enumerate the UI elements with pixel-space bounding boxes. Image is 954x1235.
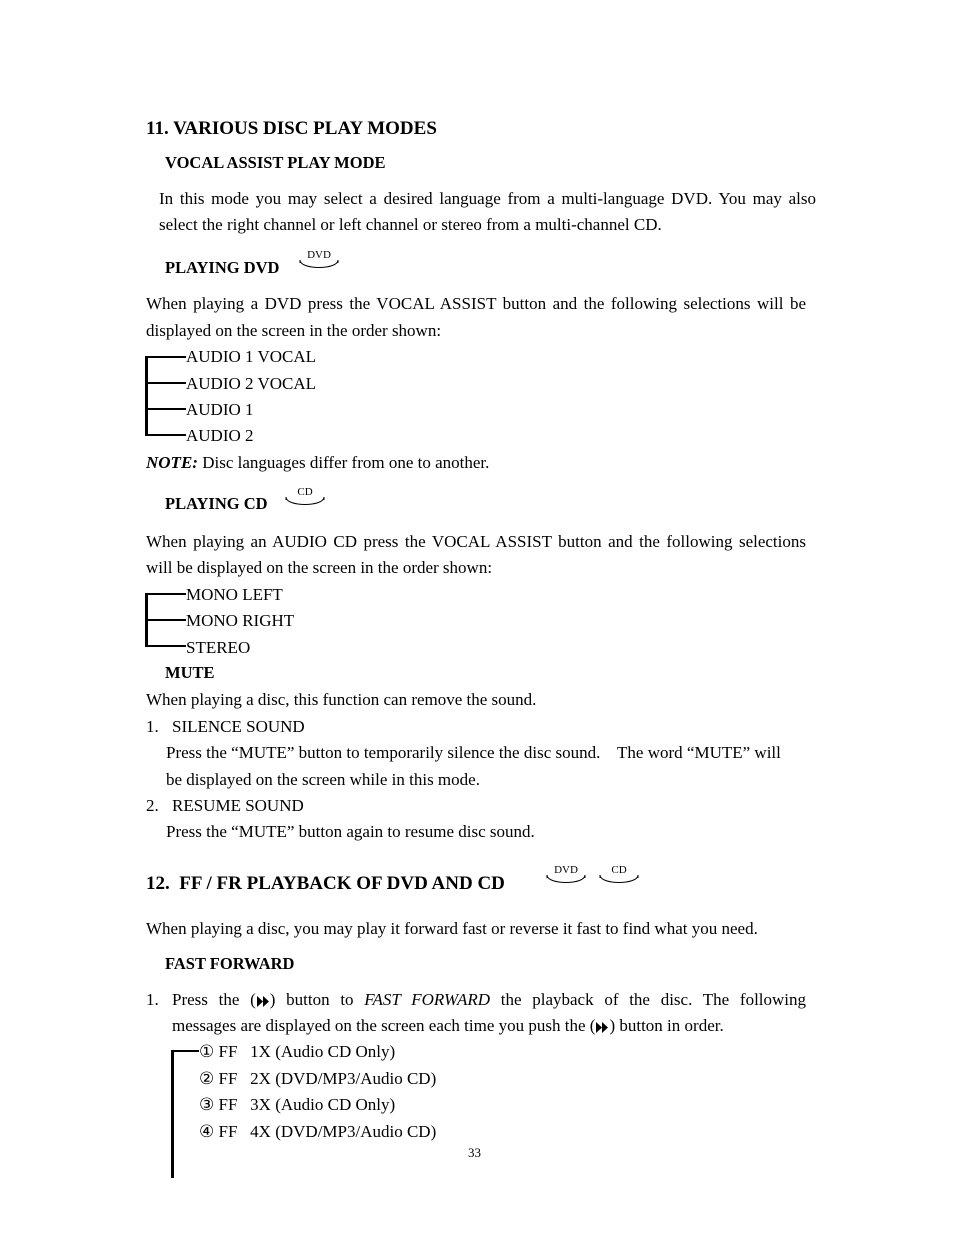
bracket-tick	[145, 645, 186, 647]
ff-step-number: 1.	[146, 990, 159, 1009]
bracket-tick	[145, 434, 186, 436]
cd-badge-label: CD	[297, 486, 313, 498]
dvd-note	[146, 454, 489, 471]
ff-option	[199, 1123, 436, 1140]
circled-number: ④	[199, 1122, 215, 1141]
ff-speed-text: 4X (DVD/MP3/Audio CD)	[250, 1122, 437, 1141]
ff-label: FF	[218, 1042, 238, 1061]
page-number: 33	[468, 1145, 481, 1160]
cd-option: MONO LEFT	[186, 585, 283, 604]
mute-intro: When playing a disc, this function can remove the sound.	[146, 690, 537, 709]
ff-speed-text: 3X (Audio CD Only)	[250, 1095, 396, 1114]
playing-cd-line1: When playing an AUDIO CD press the VOCAL ASSIST button and the following selections	[146, 532, 806, 551]
dvd-badge-label: DVD	[307, 249, 331, 261]
playing-dvd-line2: displayed on the screen in the order shown:	[146, 321, 442, 340]
vocal-intro-line1: In this mode you may select a desired language from a multi-language DVD. You may also	[159, 189, 816, 208]
dvd-option: AUDIO 1 VOCAL	[186, 347, 317, 366]
ff-step-line1	[172, 991, 806, 1010]
ff-text: ) button in order.	[609, 1016, 724, 1035]
mute-step2-line1: Press the “MUTE” button again to resume disc sound.	[166, 822, 535, 841]
cd-badge-label: CD	[611, 864, 627, 876]
bracket-tick	[145, 593, 186, 595]
fast-forward-icon	[595, 1019, 609, 1036]
section-12-intro: When playing a disc, you may play it forward fast or reverse it fast to find what you need.	[146, 919, 758, 938]
dvd-badge-icon	[298, 249, 340, 274]
ff-step-line2	[172, 1017, 724, 1036]
mute-step1-number: 1.	[146, 717, 159, 736]
vocal-intro-line2: select the right channel or left channel or stereo from a multi-channel CD.	[159, 215, 662, 234]
dvd-option: AUDIO 2 VOCAL	[186, 374, 317, 393]
ff-text: ) button to	[269, 990, 365, 1009]
ff-label: FF	[218, 1122, 238, 1141]
bracket-tick	[145, 356, 186, 358]
ff-label: FF	[218, 1095, 238, 1114]
mute-step2-number: 2.	[146, 796, 159, 815]
dvd-options-bracket	[145, 356, 148, 436]
section-11-title: 11. VARIOUS DISC PLAY MODES	[146, 118, 437, 139]
ff-speed-text: 1X (Audio CD Only)	[250, 1042, 396, 1061]
circled-number: ②	[199, 1069, 215, 1088]
ff-options-bracket	[171, 1050, 174, 1178]
cd-badge-icon	[598, 864, 640, 889]
bracket-tick	[145, 619, 186, 621]
mute-step2-title: RESUME SOUND	[172, 796, 304, 815]
dvd-option: AUDIO 1	[186, 400, 254, 419]
circled-number: ③	[199, 1095, 215, 1114]
fast-forward-icon	[256, 993, 270, 1010]
playing-dvd-heading: PLAYING DVD	[165, 258, 280, 277]
fast-forward-heading: FAST FORWARD	[165, 954, 295, 973]
ff-text: the playback of the disc. The following	[490, 990, 807, 1009]
ff-emphasis: FAST FORWARD	[364, 990, 491, 1009]
mute-step1-title: SILENCE SOUND	[172, 717, 305, 736]
cd-badge-icon	[284, 486, 326, 511]
ff-option	[199, 1043, 395, 1060]
ff-option	[199, 1070, 436, 1087]
playing-cd-heading: PLAYING CD	[165, 494, 268, 513]
dvd-badge-icon	[545, 864, 587, 889]
note-label: NOTE:	[146, 453, 198, 472]
mute-step1-line2: be displayed on the screen while in this mode.	[166, 770, 480, 789]
cd-option: STEREO	[186, 638, 251, 657]
playing-cd-line2: will be displayed on the screen in the order shown:	[146, 558, 493, 577]
circled-number: ①	[199, 1042, 215, 1061]
ff-label: FF	[218, 1069, 238, 1088]
ff-text: Press the (	[172, 990, 256, 1009]
section-12-title: 12. FF / FR PLAYBACK OF DVD AND CD	[146, 873, 505, 894]
bracket-tick	[145, 382, 186, 384]
ff-option	[199, 1096, 395, 1113]
ff-text: messages are displayed on the screen each time you push the (	[172, 1016, 596, 1035]
vocal-assist-heading: VOCAL ASSIST PLAY MODE	[165, 153, 386, 172]
mute-heading: MUTE	[165, 663, 215, 682]
note-text: Disc languages differ from one to another.	[197, 453, 490, 472]
cd-option: MONO RIGHT	[186, 611, 295, 630]
dvd-option: AUDIO 2	[186, 426, 254, 445]
mute-step1-line1: Press the “MUTE” button to temporarily silence the disc sound. The word “MUTE” will	[166, 743, 781, 762]
playing-dvd-line1: When playing a DVD press the VOCAL ASSIST button and the following selections will be	[146, 294, 806, 313]
ff-speed-text: 2X (DVD/MP3/Audio CD)	[250, 1069, 437, 1088]
bracket-tick	[145, 408, 186, 410]
dvd-badge-label: DVD	[554, 864, 578, 876]
bracket-tick	[171, 1050, 199, 1052]
